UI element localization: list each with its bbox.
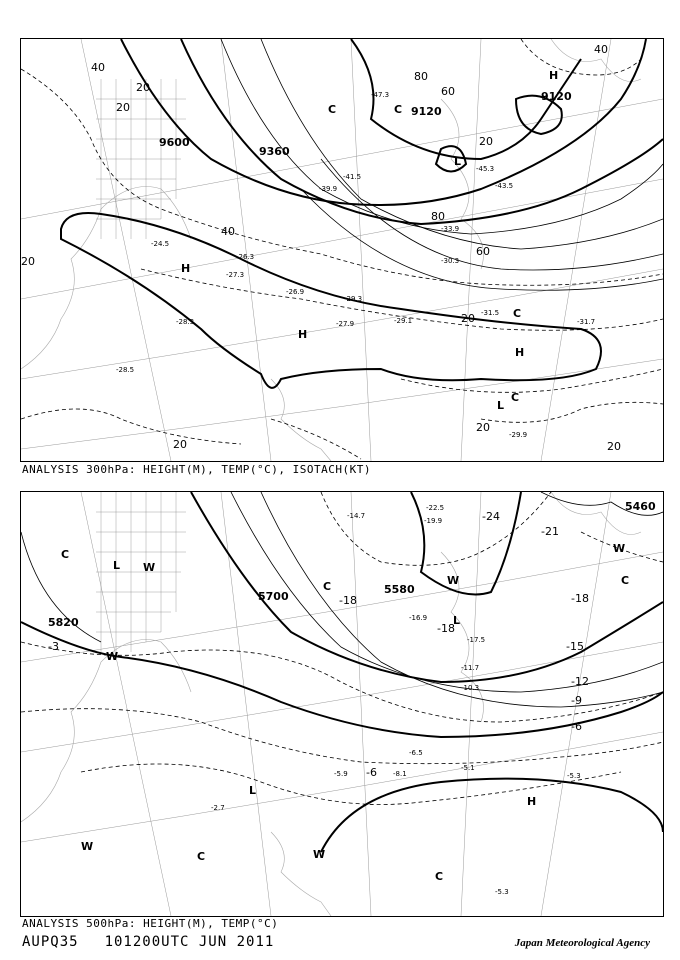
station-value: -5.9 <box>334 770 348 778</box>
temp-value: -28.3 <box>176 318 195 326</box>
cold-marker: C <box>513 307 522 320</box>
jet-hatch <box>96 492 186 652</box>
isotach-label: 20 <box>21 255 35 268</box>
cold-marker: C <box>61 548 70 561</box>
warm-marker: W <box>447 574 460 587</box>
height-contours <box>61 39 663 388</box>
cold-marker: C <box>323 580 332 593</box>
temp-value: -24.5 <box>151 240 170 248</box>
isotach-label: 40 <box>594 43 608 56</box>
isotach-label: 40 <box>91 61 105 74</box>
isotach-label: 60 <box>441 85 455 98</box>
height-contours <box>21 492 663 852</box>
isotherm-label: -18 <box>437 622 455 635</box>
temp-value: -26.9 <box>286 288 305 296</box>
station-value: -2.7 <box>211 804 225 812</box>
isotherm-label: -3 <box>48 640 59 653</box>
warm-marker: W <box>106 650 119 663</box>
height-label: 9120 <box>411 105 442 118</box>
station-value: -6.5 <box>409 749 423 757</box>
secondary-contours <box>221 39 663 290</box>
low-center: L <box>454 155 462 168</box>
temp-value: -41.5 <box>343 173 362 181</box>
isotherm-label: -18 <box>571 592 589 605</box>
station-value: -16.9 <box>409 614 428 622</box>
temp-value: -29.1 <box>394 317 413 325</box>
valid-time: 101200UTC JUN 2011 <box>104 934 275 950</box>
low-center: L <box>113 559 121 572</box>
station-value: -19.9 <box>424 517 443 525</box>
station-value: -17.5 <box>467 636 486 644</box>
isotach-label: 20 <box>173 438 187 451</box>
temp-value: -26.3 <box>236 253 255 261</box>
isotach-label: 60 <box>476 245 490 258</box>
warm-marker: W <box>613 542 626 555</box>
isotach-label: 80 <box>431 210 445 223</box>
temp-value: -29.3 <box>344 295 363 303</box>
map-300hpa <box>20 38 664 462</box>
high-center: H <box>298 328 308 341</box>
isotach-label: 20 <box>479 135 493 148</box>
temp-value: -31.5 <box>481 309 500 317</box>
warm-marker: W <box>143 561 156 574</box>
warm-marker: W <box>313 848 326 861</box>
isotach-label: 20 <box>461 312 475 325</box>
station-plots <box>211 504 581 896</box>
temp-value: -47.3 <box>371 91 390 99</box>
high-center: H <box>549 69 559 82</box>
low-center: L <box>249 784 257 797</box>
station-value: -5.3 <box>567 772 581 780</box>
temp-value: -27.3 <box>226 271 245 279</box>
height-label: 9120 <box>541 90 572 103</box>
low-center: L <box>497 399 505 412</box>
graticule <box>21 492 663 916</box>
pressure-centers <box>181 69 558 412</box>
map-300hpa-canvas <box>21 39 663 461</box>
isotherm-label: -15 <box>566 640 584 653</box>
height-label: 9360 <box>259 145 290 158</box>
isotach-label: 80 <box>414 70 428 83</box>
isotach-label: 20 <box>607 440 621 453</box>
chart-id: AUPQ35 <box>22 934 79 950</box>
caption-500hpa: ANALYSIS 500hPa: HEIGHT(M), TEMP(°C) <box>22 917 279 930</box>
isotherm-label: -24 <box>482 510 500 523</box>
low-center: L <box>453 614 461 627</box>
high-center: H <box>181 262 191 275</box>
cold-marker: C <box>394 103 403 116</box>
height-label: 5820 <box>48 616 79 629</box>
height-label: 5460 <box>625 500 656 513</box>
warm-marker: W <box>81 840 94 853</box>
cold-marker: C <box>197 850 206 863</box>
temp-value: -33.9 <box>441 225 460 233</box>
station-value: -22.5 <box>426 504 445 512</box>
station-value: -14.7 <box>347 512 366 520</box>
cold-marker: C <box>435 870 444 883</box>
cold-marker: C <box>511 391 520 404</box>
isotherm-label: -6 <box>571 720 582 733</box>
temp-value: -28.5 <box>116 366 135 374</box>
temp-value: -27.9 <box>336 320 355 328</box>
station-value: -10.3 <box>461 684 480 692</box>
isotherm-label: -21 <box>541 525 559 538</box>
isotach-label: 20 <box>136 81 150 94</box>
isotach-label: 20 <box>116 101 130 114</box>
isotach-label: 20 <box>476 421 490 434</box>
temp-value: -30.3 <box>441 257 460 265</box>
map-500hpa-canvas <box>21 492 663 916</box>
caption-300hpa: ANALYSIS 300hPa: HEIGHT(M), TEMP(°C), ISOTACH(KT) <box>22 463 372 476</box>
map-500hpa <box>20 491 664 917</box>
high-center: H <box>515 346 525 359</box>
high-center: H <box>527 795 537 808</box>
isotherm-label: -18 <box>339 594 357 607</box>
coastlines <box>21 492 641 916</box>
temp-value: -45.3 <box>476 165 495 173</box>
temp-value: -43.5 <box>495 182 514 190</box>
isotherm-label: -9 <box>571 694 582 707</box>
cold-marker: C <box>621 574 630 587</box>
temp-value: -31.7 <box>577 318 596 326</box>
temp-value: -29.9 <box>509 431 528 439</box>
agency-name: Japan Meteorological Agency <box>514 937 650 949</box>
chart-identifier <box>22 934 300 950</box>
station-value: -8.1 <box>393 770 407 778</box>
height-label: 5580 <box>384 583 415 596</box>
cold-marker: C <box>328 103 337 116</box>
station-value: -11.7 <box>461 664 480 672</box>
isotach-label: 40 <box>221 225 235 238</box>
station-value: -5.3 <box>495 888 509 896</box>
height-label: 9600 <box>159 136 190 149</box>
height-label: 5700 <box>258 590 289 603</box>
isotherm-label: -6 <box>366 766 377 779</box>
temp-value: -39.9 <box>319 185 338 193</box>
isotherm-label: -12 <box>571 675 589 688</box>
station-value: -5.1 <box>461 764 475 772</box>
